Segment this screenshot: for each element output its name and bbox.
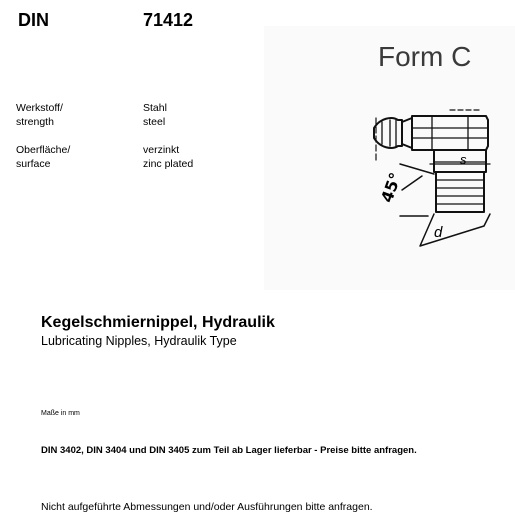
surface-value-de: verzinkt [143, 144, 180, 156]
nipple-drawing [350, 106, 500, 256]
product-title-en: Lubricating Nipples, Hydraulik Type [41, 334, 237, 348]
dimension-d-label: d [434, 224, 443, 241]
material-label-en: strength [16, 116, 54, 128]
material-label-de: Werkstoff/ [16, 102, 63, 114]
surface-value-en: zinc plated [143, 158, 194, 170]
standard-number: 71412 [143, 10, 194, 30]
surface-label-en: surface [16, 158, 51, 170]
form-label: Form C [378, 41, 472, 72]
request-note: Nicht aufgeführte Abmessungen und/oder Ausführungen bitte anfragen. [41, 501, 373, 513]
nipple-head [374, 118, 402, 148]
angle-label: 45° [377, 170, 406, 205]
nipple-hex-body [412, 116, 488, 150]
dimensions-note: Maße in mm [41, 410, 80, 417]
nipple-neck [402, 118, 412, 148]
material-value-en: steel [143, 116, 166, 128]
standard-label: DIN [18, 10, 49, 30]
d-dimension [420, 214, 490, 246]
nipple-thread [436, 172, 484, 212]
stock-availability-note: DIN 3402, DIN 3404 und DIN 3405 zum Teil ab Lager lieferbar - Preise bitte anfragen. [41, 445, 417, 456]
technical-drawing-panel [264, 26, 515, 290]
product-title-de: Kegelschmiernippel, Hydraulik [41, 314, 275, 331]
surface-label-de: Oberfläche/ [16, 144, 71, 156]
dimension-s-label: s [460, 152, 467, 167]
material-value-de: Stahl [143, 102, 167, 114]
angle-line-upper [400, 164, 434, 174]
